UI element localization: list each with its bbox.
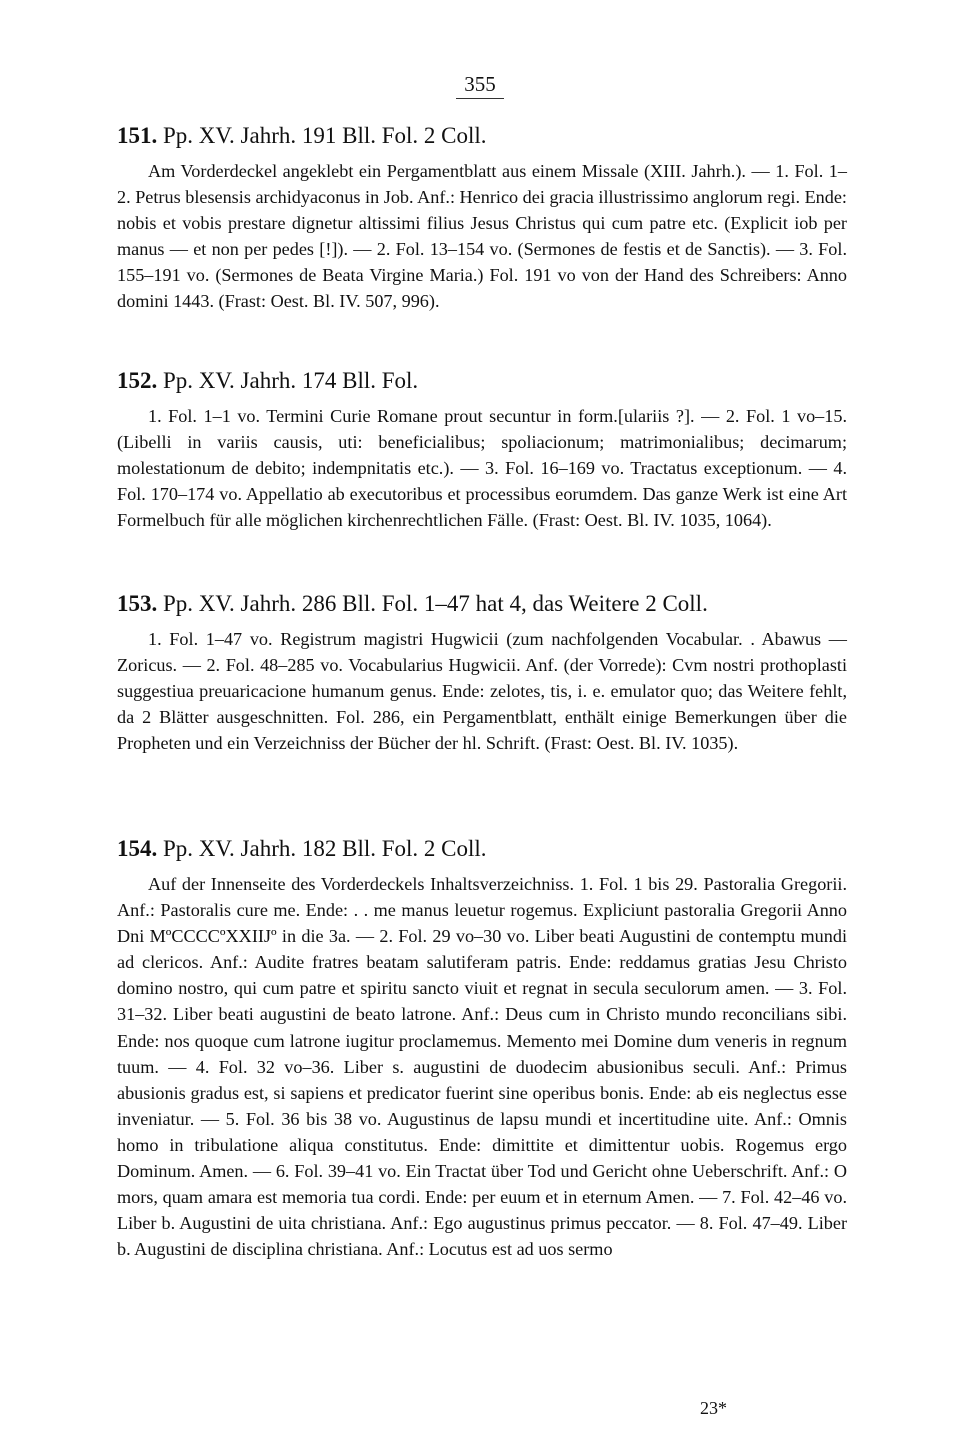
entry-text: Auf der Innenseite des Vorderdeckels Inhaltsverzeichniss. 1. Fol. 1 bis 29. Pastoralia Gregorii. Anf.: Pastoralis cure me. Ende: . . me manus leuetur rogemus. Expliciunt pastoralia Gregorii Anno Dni MºCCCCºXXIIJº in die 3a. — 2. Fol. 29 vo–30 vo. Liber beati Augustini de contemptu mundi ad clericos. Anf.: Audite fratres beatam salutiferam patris. Ende: reddamus gratias Jesu Christo domino nostro, qui cum patre et spiritu sancto viuit et regnat in secula seculorum amen. — 3. Fol. 31–32. Liber beati augustini de beato latrone. Anf.: Deus cum in Christo mundo reconcilians sibi. Ende: nos quoque cum latrone iugitur proclamemus. Memento mei Domine dum veneris in regnum tuum. — 4. Fol. 32 vo–36. Liber s. augustini de duodecim abusionibus seculi. Anf.: Primus abusionis gradus est, si sapiens et predicator fuerint sine operibus bonis. Ende: ab eis neglectus esse inveniatur. — 5. Fol. 36 bis 38 vo. Augustinus de lapsu mundi et incertitudine uite. Anf.: Omnis homo in tribulatione aliqua constitutus. Ende: dimittite et dimittentur uobis. Rogemus ergo Dominum. Amen. — 6. Fol. 39–41 vo. Ein Tractat über Tod und Gericht ohne Ueberschrift. Anf.: O mors, quam amara est memoria tua cordi. Ende: per euum et in eternum Amen. — 7. Fol. 42–46 vo. Liber b. Augustini de uita christiana. Anf.: Ego augustinus primus peccator. — 8. Fol. 47–49. Liber b. Augustini de disciplina christiana. Anf.: Locutus est ad uos sermo <box>117 874 847 1260</box>
entry-heading-text: Pp. XV. Jahrh. 182 Bll. Fol. 2 Coll. <box>163 836 487 861</box>
entry-heading-text: Pp. XV. Jahrh. 174 Bll. Fol. <box>163 368 419 393</box>
entry-number: 153. <box>117 591 158 616</box>
entry-number: 152. <box>117 368 158 393</box>
entry-text: 1. Fol. 1–47 vo. Registrum magistri Hugwicii (zum nachfolgenden Vocabular. . Abawus — Zoricus. — 2. Fol. 48–285 vo. Vocabularius Hugwicii. Anf. (der Vorrede): Cvm nostri prothoplasti suggestiua preuaricacione humanum genus. Ende: zelotes, tis, i. e. emulator quo; das Weitere fehlt, da 2 Blätter ausgeschnitten. Fol. 286, ein Pergamentblatt, enthält einige Bemerkungen über die Propheten und ein Verzeichniss der Bücher der hl. Schrift. (Frast: Oest. Bl. IV. 1035). <box>117 629 847 754</box>
entry-heading-text: Pp. XV. Jahrh. 191 Bll. Fol. 2 Coll. <box>163 123 487 148</box>
entry-heading <box>117 367 847 395</box>
catalog-entry-153 <box>117 590 847 756</box>
entry-heading-text: Pp. XV. Jahrh. 286 Bll. Fol. 1–47 hat 4, das Weitere 2 Coll. <box>163 591 708 616</box>
catalog-entry-152 <box>117 367 847 533</box>
page-number: 355 <box>0 72 960 99</box>
entry-number: 151. <box>117 123 158 148</box>
catalog-entry-154 <box>117 835 847 1262</box>
entry-heading <box>117 835 847 863</box>
signature-mark: 23* <box>700 1398 727 1418</box>
entry-text: 1. Fol. 1–1 vo. Termini Curie Romane prout secuntur in form.[ulariis ?]. — 2. Fol. 1 vo–15. (Libelli in variis causis, uti: beneficialibus; spoliacionum; matrimonialibus; decimarum; molestationum de debito; indempnitatis etc.). — 3. Fol. 16–169 vo. Tractatus exceptionum. — 4. Fol. 170–174 vo. Appellatio ab executoribus et processibus eorumdem. Das ganze Werk ist eine Art Formelbuch für alle möglichen kirchenrechtlichen Fälle. (Frast: Oest. Bl. IV. 1035, 1064). <box>117 406 847 531</box>
catalog-entry-151 <box>117 122 847 315</box>
entry-heading <box>117 122 847 150</box>
entry-text: Am Vorderdeckel angeklebt ein Pergamentblatt aus einem Missale (XIII. Jahrh.). — 1. Fol. 1–2. Petrus blesensis archidyaconus in Job. Anf.: Henrico dei gracia illustrissimo anglorum regi. Ende: nobis et vobis prestare dignetur altissimi filius Jesus Christus qui cum patre etc. (Explicit iob per manus — et non per pedes [!]). — 2. Fol. 13–154 vo. (Sermones de festis et de Sanctis). — 3. Fol. 155–191 vo. (Sermones de Beata Virgine Maria.) Fol. 191 vo von der Hand des Schreibers: Anno domini 1443. (Frast: Oest. Bl. IV. 507, 996). <box>117 161 847 312</box>
entry-heading <box>117 590 847 618</box>
entry-number: 154. <box>117 836 158 861</box>
